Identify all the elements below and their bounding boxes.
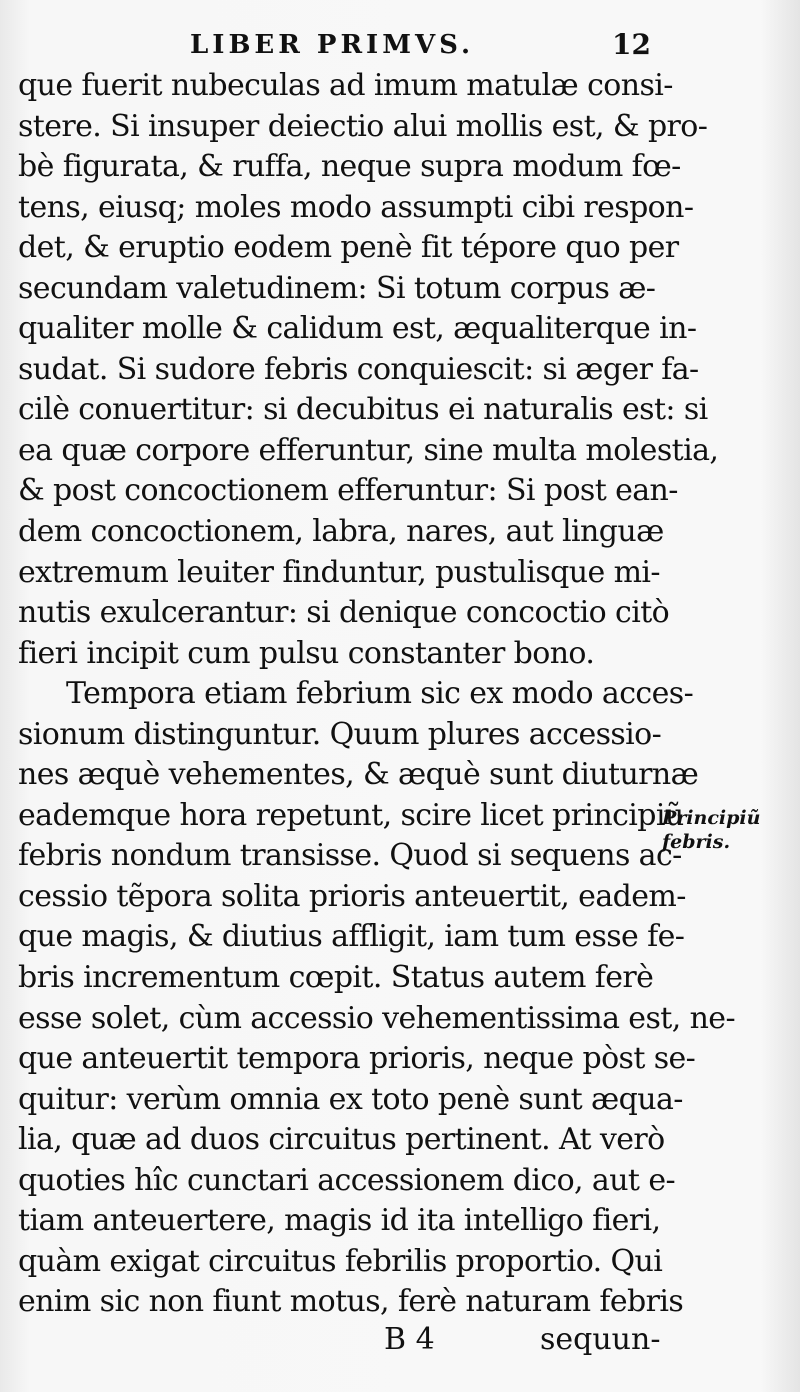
text-line: ea quæ corpore efferuntur, sine multa molestia, [18,432,719,468]
text-line: bris incrementum cœpit. Status autem ferè [18,960,654,996]
text-line: stere. Si insuper deiectio alui mollis est, & pro- [18,108,708,144]
text-line: qualiter molle & calidum est, æqualiterque in- [18,311,697,347]
text-line: sionum distinguntur. Quum plures accessio- [18,716,662,752]
text-line: sudat. Si sudore febris conquiescit: si æger fa- [18,351,699,387]
text-line: fieri incipit cum pulsu constanter bono. [18,635,595,671]
text-line: cessio tẽpora solita prioris anteuertit, eadem- [18,878,686,914]
text-line: nes æquè vehementes, & æquè sunt diuturnæ [18,757,699,793]
text-line: dem concoctionem, labra, nares, aut linguæ [18,514,664,550]
text-line: bè figurata, & ruffa, neque supra modum fœ- [18,149,681,185]
marginal-note-line: Principiũ [662,807,761,829]
catchword: sequun- [540,1322,661,1357]
text-line: tiam anteuertere, magis id ita intelligo fieri, [18,1203,661,1239]
page-header [0,24,800,64]
text-line: cilè conuertitur: si decubitus ei naturalis est: si [18,392,708,428]
text-line: eademque hora repetunt, scire licet principiũ [18,797,684,833]
text-line: febris nondum transisse. Quod si sequens ac- [18,838,682,874]
text-line: tens, eiusq; moles modo assumpti cibi respon- [18,189,694,225]
text-line: que fuerit nubeculas ad imum matulæ consi- [18,68,673,103]
page-footer [0,1318,800,1368]
marginal-note-line: febris. [662,831,731,853]
paragraph-start-line: Tempora etiam febrium sic ex modo acces- [66,676,694,712]
text-line: secundam valetudinem: Si totum corpus æ- [18,270,656,306]
text-line: nutis exulcerantur: si denique concoctio citò [18,595,670,631]
text-line: & post concoctionem efferuntur: Si post ean- [18,473,678,509]
body-text [18,66,735,1323]
text-line: esse solet, cùm accessio vehementissima est, ne- [18,1000,735,1036]
text-line: que anteuertit tempora prioris, neque pòst se- [18,1041,696,1077]
text-line: quoties hîc cunctari accessionem dico, aut e- [18,1162,676,1198]
text-line: quitur: verùm omnia ex toto penè sunt æqua- [18,1081,683,1117]
marginal-note [662,806,792,854]
text-line: lia, quæ ad duos circuitus pertinent. At verò [18,1122,665,1158]
text-line: extremum leuiter finduntur, pustulisque mi- [18,554,660,590]
signature-mark: B 4 [384,1322,435,1357]
running-head: LIBER PRIMVS. [190,30,475,60]
text-line: quàm exigat circuitus febrilis proportio. Qui [18,1243,663,1279]
text-line: enim sic non fiunt motus, ferè naturam febris [18,1284,684,1320]
text-line: det, & eruptio eodem penè fit tépore quo per [18,230,679,266]
page-number: 12 [612,28,651,61]
text-line: que magis, & diutius affligit, iam tum esse fe- [18,919,685,955]
